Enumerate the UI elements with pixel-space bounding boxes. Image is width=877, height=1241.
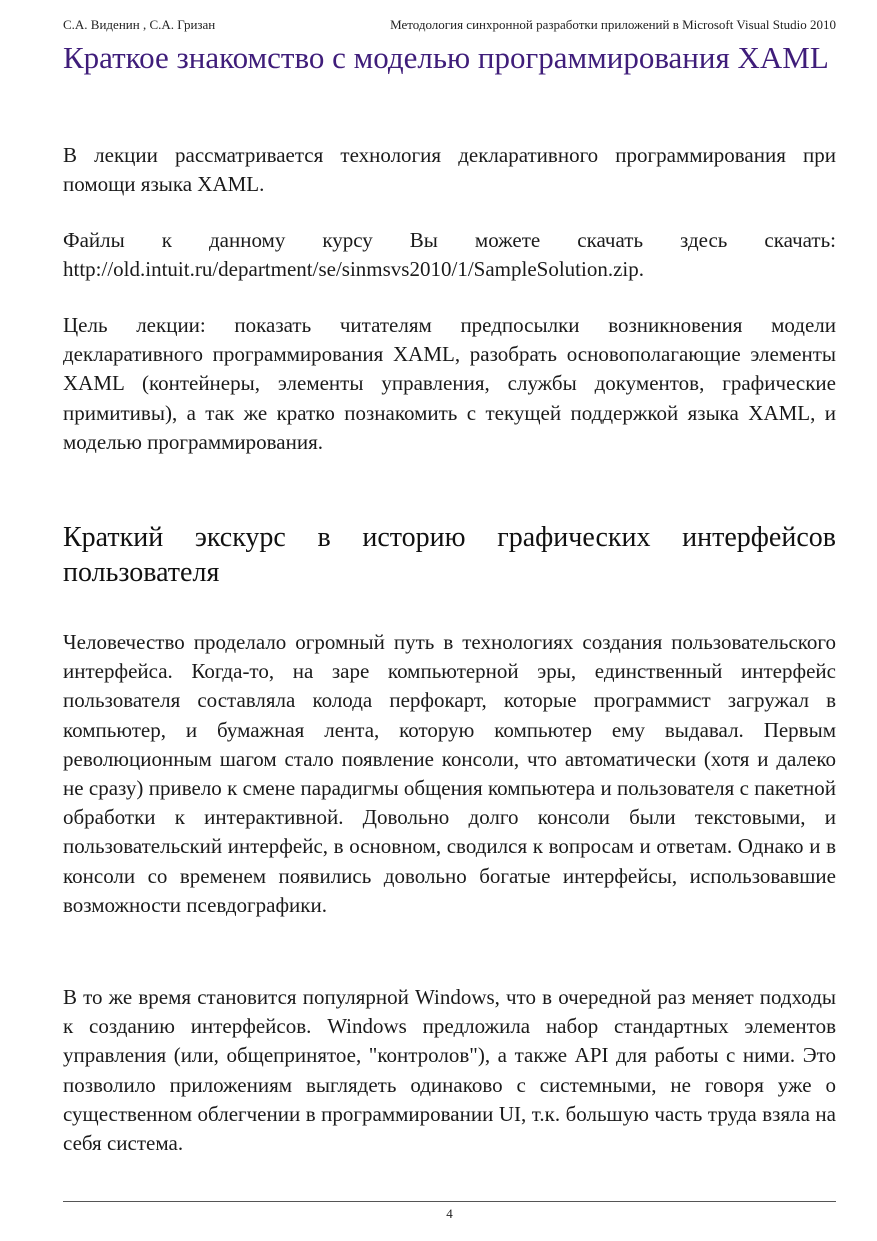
windows-paragraph: В то же время становится популярной Windows, что в очередной раз меняет подходы к созданию интерфейсов. Windows предложила набор стандартных элементов управления (или, общепринятое, "контролов"), а также API для работы с ними. Это позволило приложениям выглядеть одинаково с системными, не говоря уже о существенном облегчении в программировании UI, т.к. большую часть труда взяла на себя система. [63,985,836,1156]
download-paragraph: Файлы к данному курсу Вы можете скачать здесь скачать: http://old.intuit.ru/department/se/sinmsvs2010/1/SampleSolution.zip. [63,228,836,282]
page-number: 4 [446,1206,453,1221]
history-paragraph: Человечество проделало огромный путь в технологиях создания пользовательского интерфейса. Когда-то, на заре компьютерной эры, единственный интерфейс пользователя составляла колода перфокарт, которые программист загружал в компьютер, и бумажная лента, которую компьютер ему выдавал. Первым революционным шагом стало появление консоли, что автоматически (хотя и далеко не сразу) привело к смене парадигмы общения компьютера и пользователя с пакетной обработки к интерактивной. Довольно долго консоли были текстовыми, и пользовательский интерфейс, в основном, сводился к вопросам и ответам. Однако и в консоли со временем появились довольно богатые интерфейсы, использовавшие возможности псевдографики. [63,630,836,917]
header-authors: С.А. Виденин , С.А. Гризан [63,17,216,32]
intro-paragraph: В лекции рассматривается технология декларативного программирования при помощи языка XAML. [63,143,836,197]
running-header [63,17,836,37]
lecture-title: Краткое знакомство с моделью программирования XAML [63,40,829,75]
footer-divider [63,1201,836,1202]
goal-paragraph: Цель лекции: показать читателям предпосылки возникновения модели декларативного программирования XAML, разобрать основополагающие элементы XAML (контейнеры, элементы управления, службы документов, графические примитивы), а так же кратко познакомить с текущей поддержкой языка XAML, и моделью программирования. [63,313,836,454]
section-heading: Краткий экскурс в историю графических интерфейсов пользователя [63,522,836,588]
header-book-title: Методология синхронной разработки приложений в Microsoft Visual Studio 2010 [390,17,836,32]
